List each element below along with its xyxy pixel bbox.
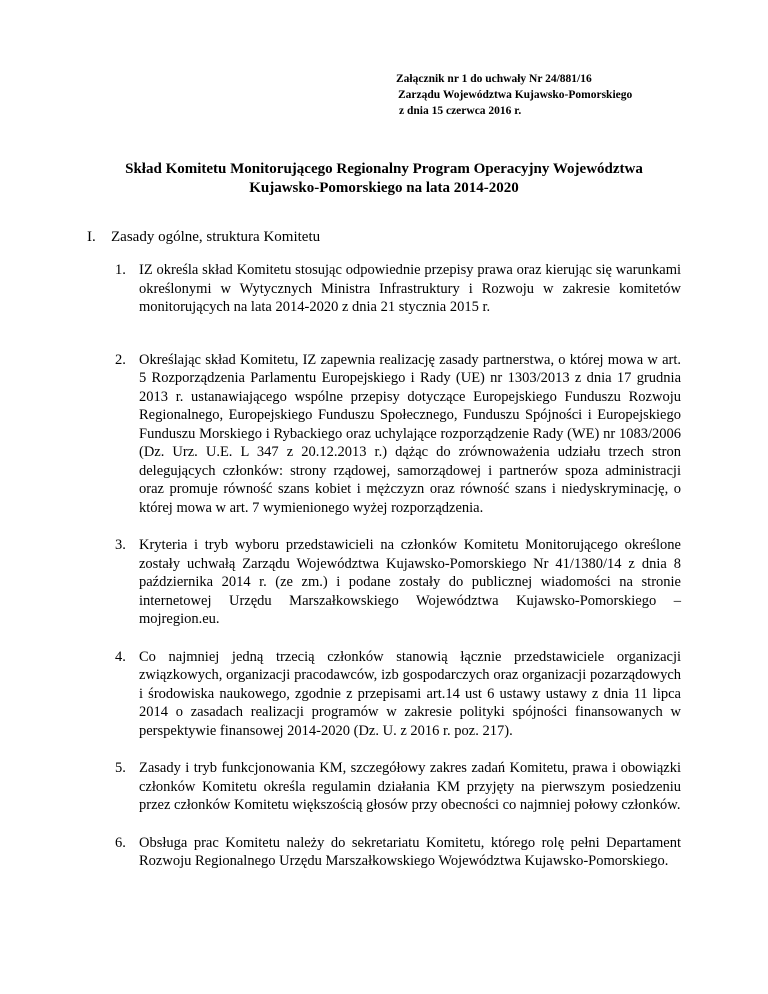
item-text: Co najmniej jedną trzecią członków stanowią łącznie przedstawiciele organizacji związkowych, organizacji pracodawców, izb gospodarczych oraz organizacji pozarządowych i środowiska naukowego, zgodnie z przepisami art.14 ust 6 ustawy ustawy z dnia 11 lipca 2014 o zasadach realizacji programów w zakresie polityki spójności finansowanych w perspektywie finansowej 2014-2020 (Dz. U. z 2016 r. poz. 217). [139,648,681,739]
annex-line-2: Zarządu Województwa Kujawsko-Pomorskiego [398,89,633,101]
list-item [115,351,681,518]
list-item [115,261,681,317]
title-line-2: Kujawsko-Pomorskiego na lata 2014-2020 [249,180,519,196]
item-number: 3. [115,537,126,553]
item-text: Kryteria i tryb wyboru przedstawicieli na członków Komitetu Monitorującego określone zostały uchwałą Zarządu Województwa Kujawsko-Pomorskiego Nr 41/1380/14 z dnia 8 października 2014 r. (ze zm.) i podane zostały do publicznej wiadomości na stronie internetowej Urzędu Marszałkowskiego Województwa Kujawsko-Pomorskiego – mojregion.eu. [139,537,681,627]
list-item [115,834,681,871]
annex-line-1: Załącznik nr 1 do uchwały Nr 24/881/16 [396,73,592,85]
item-text: IZ określa skład Komitetu stosując odpowiednie przepisy prawa oraz kierując się warunkami określonymi w Wytycznych Ministra Infrastruktury i Rozwoju w zakresie komitetów monitorujących na lata 2014-2020 z dnia 21 stycznia 2015 r. [139,262,681,315]
item-number: 5. [115,760,126,776]
item-text: Zasady i tryb funkcjonowania KM, szczegółowy zakres zadań Komitetu, prawa i obowiązki członków Komitetu określa regulamin działania KM przyjęty na pierwszym posiedzeniu przez członków Komitetu większością głosów przy obecności co najmniej połowy członków. [139,760,681,813]
item-number: 1. [115,262,126,278]
document-title [60,160,708,198]
item-text: Obsługa prac Komitetu należy do sekretariatu Komitetu, którego rolę pełni Departament Rozwoju Regionalnego Urzędu Marszałkowskiego Województwa Kujawsko-Pomorskiego. [139,834,681,869]
list-item [115,648,681,741]
list-item [115,536,681,629]
item-text: Określając skład Komitetu, IZ zapewnia realizację zasady partnerstwa, o której mowa w art. 5 Rozporządzenia Parlamentu Europejskiego i Rady (UE) nr 1303/2013 z dnia 17 grudnia 2013 r. ustanawiającego wspólne przepisy dotyczące Europejskiego Funduszu Rozwoju Regionalnego, Europejskiego Funduszu Społecznego, Funduszu Spójności i Europejskiego Funduszu Morskiego i Rybackiego oraz uchylające rozporządzenie Rady (WE) nr 1083/2006 (Dz. Urz. U.E. L 347 z 20.12.2013 r.) dążąc do zrównoważenia udziału trzech stron delegujących członków: strony rządowej, samorządowej i partnerów spoza administracji oraz promuje równość szans kobiet i mężczyzn oraz równość szans i niedyskryminację, o której mowa w art. 7 wymienionego wyżej rozporządzenia. [139,351,681,516]
item-number: 2. [115,351,126,368]
section-number: I. [87,229,96,245]
item-number: 4. [115,648,126,665]
section-heading [87,228,320,247]
annex-line-3: z dnia 15 czerwca 2016 r. [399,105,522,117]
item-number: 6. [115,834,126,851]
rules-list [115,261,681,871]
list-item [115,759,681,815]
annex-header [396,71,632,119]
section-title: Zasady ogólne, struktura Komitetu [111,229,321,245]
title-line-1: Skład Komitetu Monitorującego Regionalny Program Operacyjny Województwa [125,161,643,177]
